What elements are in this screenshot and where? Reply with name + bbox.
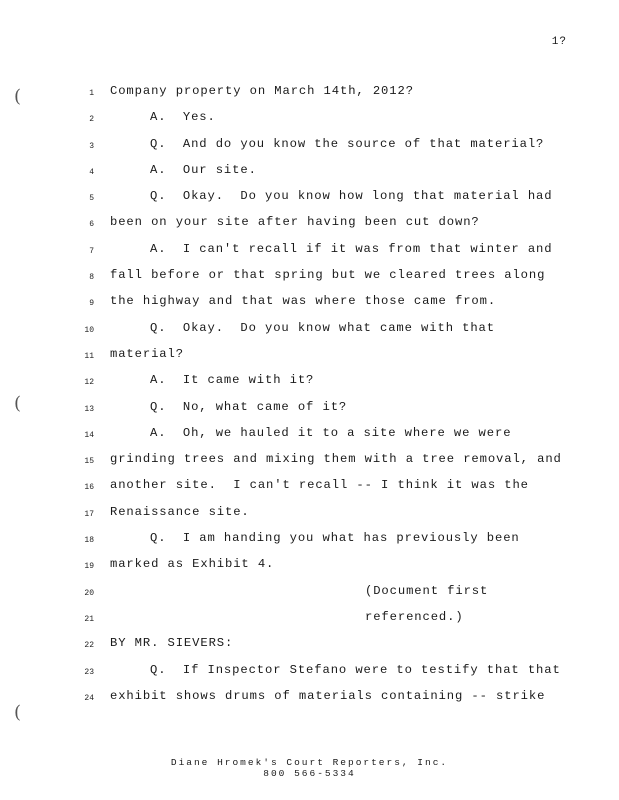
line-text: Q. Okay. Do you know how long that material had <box>150 189 553 204</box>
line-number: 7 <box>89 246 94 256</box>
line-number: 18 <box>84 536 94 546</box>
line-text: A. Our site. <box>150 162 257 177</box>
transcript-line <box>0 659 619 685</box>
line-number: 13 <box>84 404 94 414</box>
transcript-line <box>0 80 619 106</box>
line-number: 16 <box>84 483 94 493</box>
transcript-line <box>0 632 619 658</box>
line-number: 11 <box>84 351 94 361</box>
line-number: 22 <box>84 641 94 651</box>
transcript-line <box>0 159 619 185</box>
line-number: 12 <box>84 378 94 388</box>
line-number: 14 <box>84 430 94 440</box>
line-text: exhibit shows drums of materials containing -- strike <box>110 688 546 703</box>
transcript-line <box>0 553 619 579</box>
line-text: A. Oh, we hauled it to a site where we were <box>150 425 512 440</box>
transcript-line <box>0 369 619 395</box>
line-text: marked as Exhibit 4. <box>110 557 275 572</box>
transcript-line <box>0 106 619 132</box>
line-text: A. It came with it? <box>150 373 315 388</box>
transcript-line <box>0 685 619 711</box>
line-text: been on your site after having been cut down? <box>110 215 480 230</box>
line-text: fall before or that spring but we cleared trees along <box>110 268 546 283</box>
line-number: 2 <box>89 115 94 125</box>
transcript-line <box>0 422 619 448</box>
line-number: 10 <box>84 325 94 335</box>
line-text: A. Yes. <box>150 110 216 125</box>
line-text: Q. I am handing you what has previously been <box>150 531 520 546</box>
line-number: 20 <box>84 588 94 598</box>
transcript-body <box>0 80 619 711</box>
line-number: 8 <box>89 273 94 283</box>
hole-punch-mark-bottom: ( <box>14 702 22 723</box>
transcript-line <box>0 474 619 500</box>
transcript-line <box>0 185 619 211</box>
transcript-line <box>0 343 619 369</box>
line-text: Q. No, what came of it? <box>150 399 348 414</box>
line-number: 24 <box>84 693 94 703</box>
line-number: 15 <box>84 457 94 467</box>
transcript-line <box>0 527 619 553</box>
transcript-line <box>0 317 619 343</box>
line-text: (Document first <box>365 583 489 598</box>
footer-phone: 800 566-5334 <box>263 768 356 779</box>
transcript-line <box>0 580 619 606</box>
line-number: 5 <box>89 194 94 204</box>
transcript-line <box>0 211 619 237</box>
transcript-line <box>0 396 619 422</box>
line-text: grinding trees and mixing them with a tree removal, and <box>110 452 562 467</box>
line-number: 19 <box>84 562 94 572</box>
page-footer <box>0 757 619 779</box>
line-number: 23 <box>84 667 94 677</box>
hole-punch-mark-middle: ( <box>14 393 22 414</box>
line-text: Q. If Inspector Stefano were to testify that that <box>150 662 561 677</box>
transcript-line <box>0 133 619 159</box>
line-number: 6 <box>89 220 94 230</box>
line-text: Renaissance site. <box>110 504 250 519</box>
line-text: the highway and that was where those came from. <box>110 294 497 309</box>
transcript-line <box>0 606 619 632</box>
line-text: another site. I can't recall -- I think it was the <box>110 478 529 493</box>
line-text: Q. And do you know the source of that material? <box>150 136 545 151</box>
line-number: 1 <box>89 89 94 98</box>
transcript-line <box>0 448 619 474</box>
line-text: BY MR. SIEVERS: <box>110 636 234 651</box>
line-number: 21 <box>84 614 94 624</box>
line-text: A. I can't recall if it was from that winter and <box>150 241 553 256</box>
line-number: 17 <box>84 509 94 519</box>
footer-company: Diane Hromek's Court Reporters, Inc. <box>170 757 449 768</box>
line-text: referenced.) <box>365 609 464 624</box>
line-text: Q. Okay. Do you know what came with that <box>150 320 495 335</box>
page-number: 1? <box>551 36 567 48</box>
transcript-line <box>0 501 619 527</box>
line-text: Company property on March 14th, 2012? <box>110 84 414 98</box>
line-number: 3 <box>89 141 94 151</box>
transcript-line <box>0 238 619 264</box>
line-text: material? <box>110 346 184 361</box>
transcript-line <box>0 290 619 316</box>
transcript-line <box>0 264 619 290</box>
line-number: 9 <box>89 299 94 309</box>
line-number: 4 <box>89 167 94 177</box>
hole-punch-mark-top: ( <box>14 86 22 107</box>
